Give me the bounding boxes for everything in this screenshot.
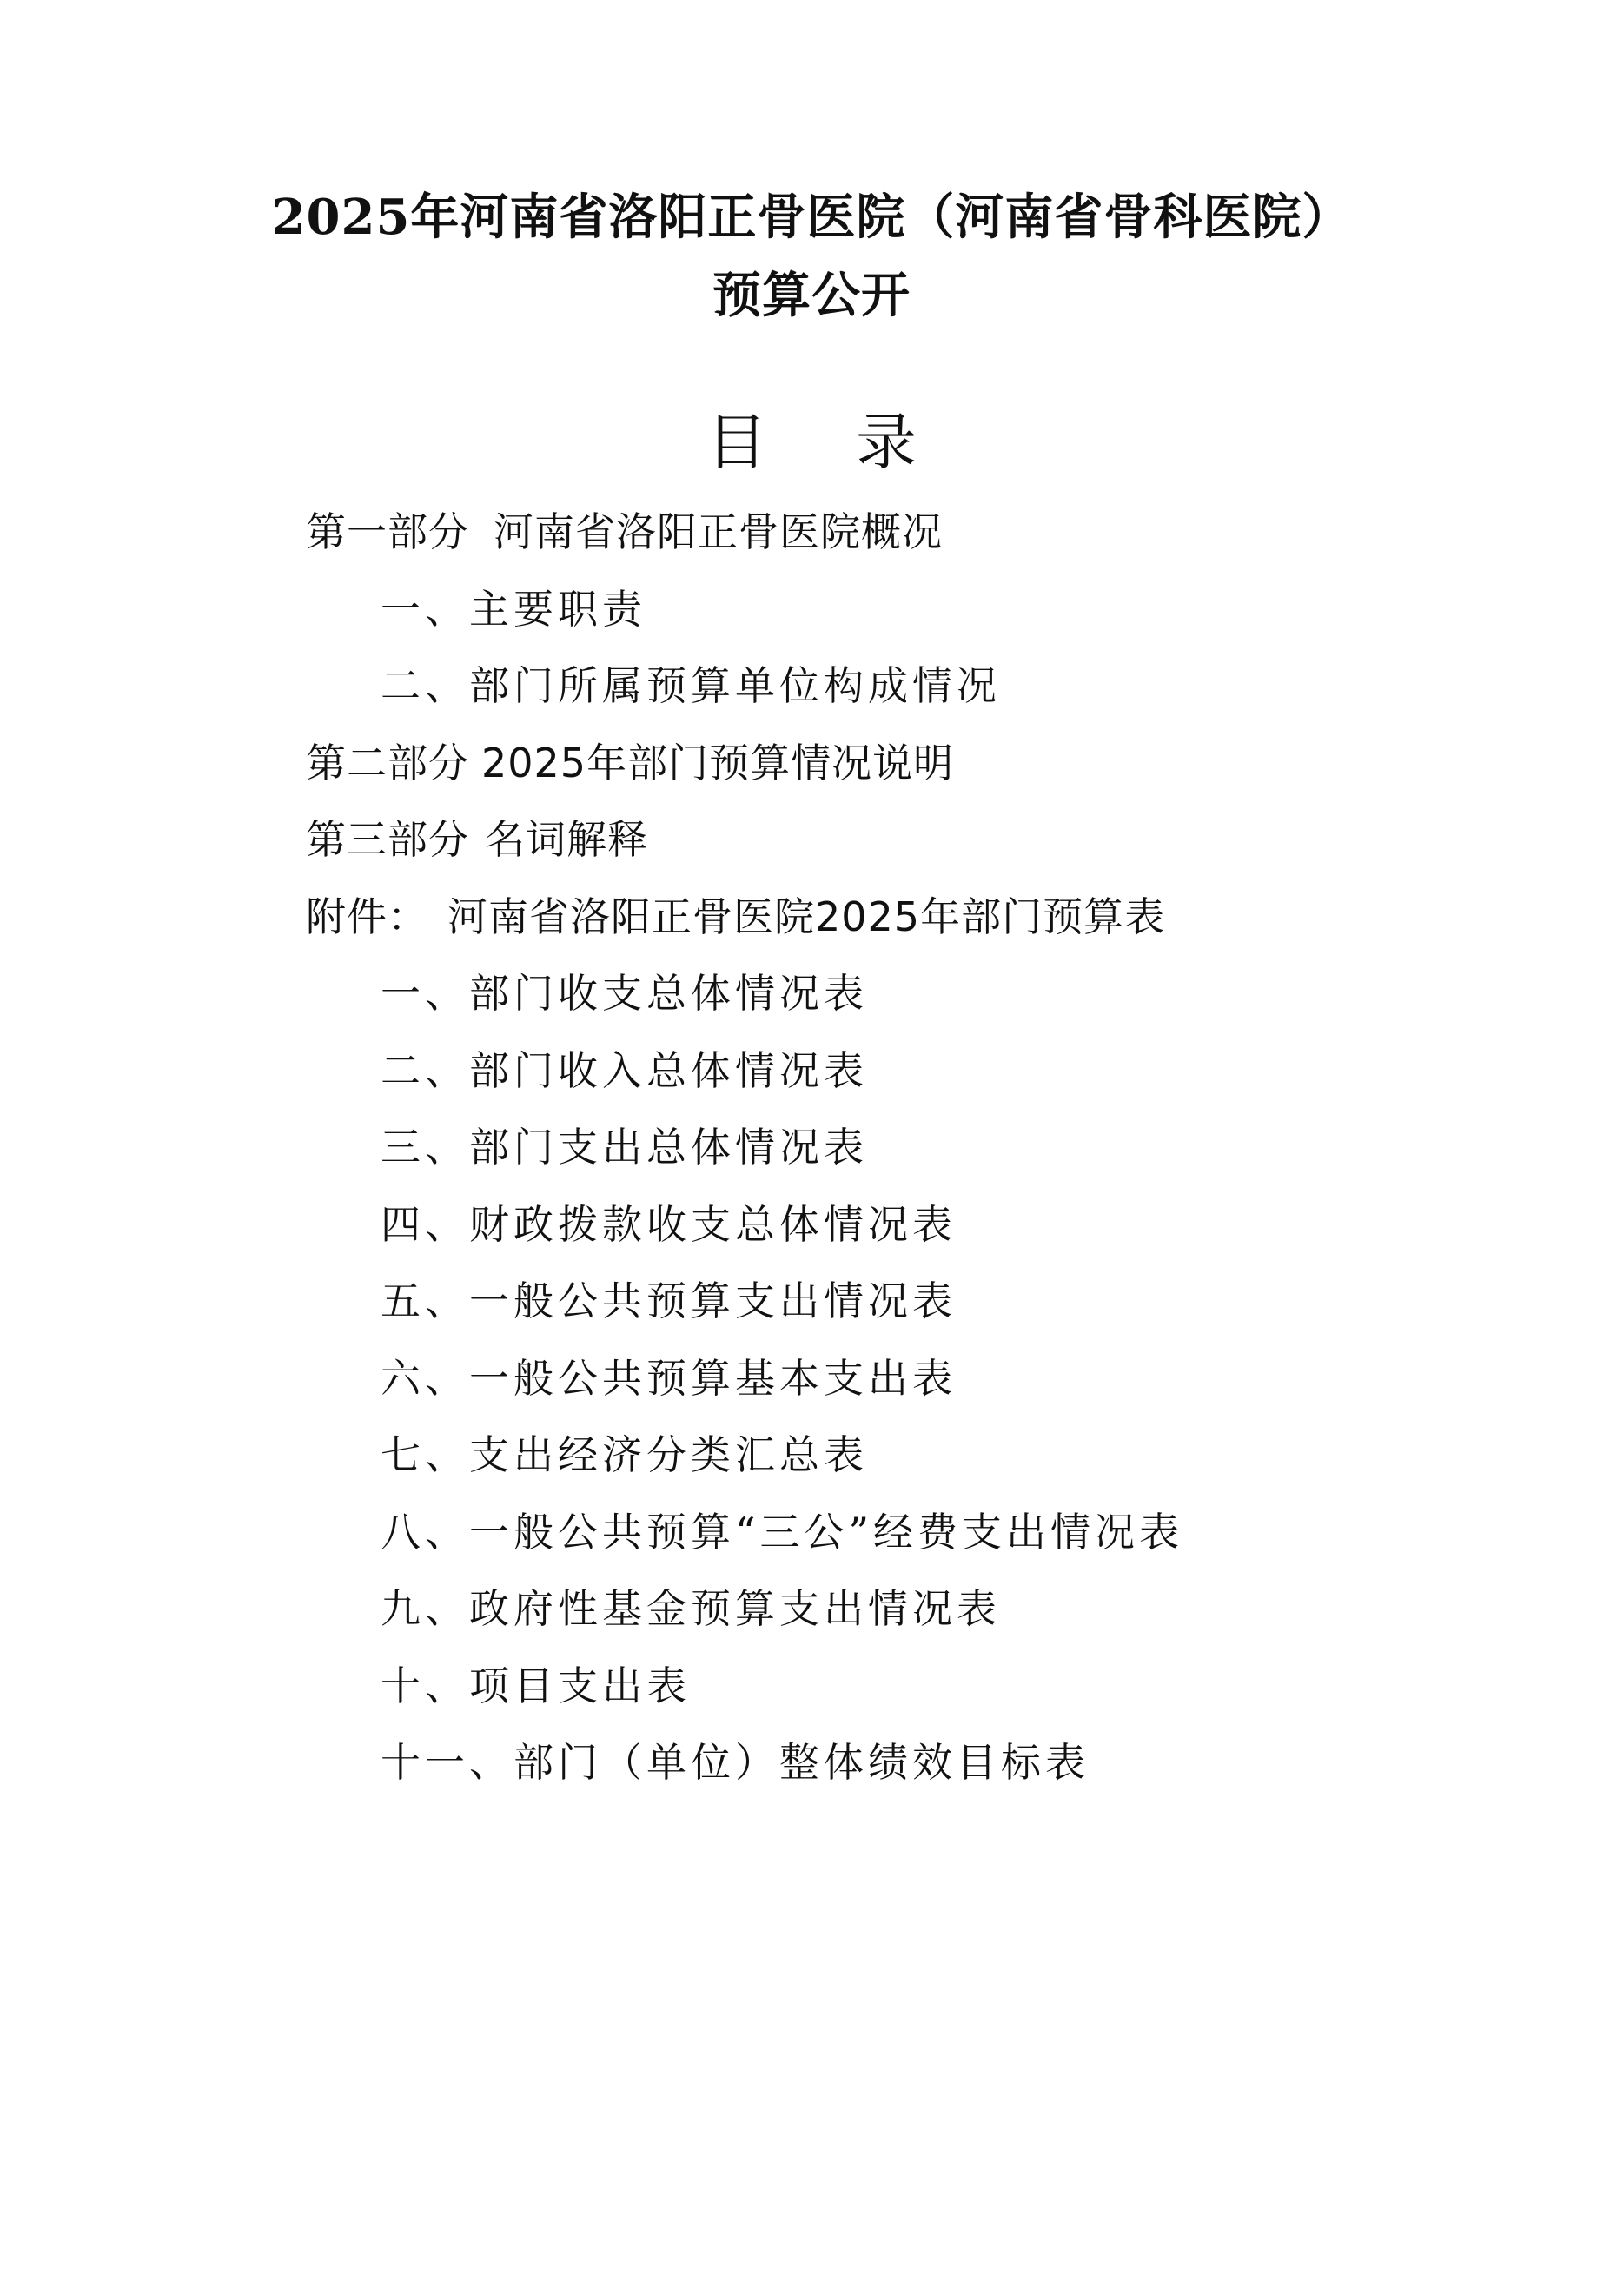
toc-item: 二、部门收入总体情况表: [381, 1046, 868, 1094]
toc-part-label: 附件：: [306, 893, 428, 940]
toc-part-title: 河南省洛阳正骨医院概况: [494, 508, 943, 555]
toc-item: 三、部门支出总体情况表: [381, 1124, 868, 1171]
toc-item: 四、财政拨款收支总体情况表: [381, 1200, 957, 1248]
document-title-line-1: 2025年河南省洛阳正骨医院（河南省骨科医院）: [271, 189, 1352, 246]
toc-attachment: [0, 879, 1623, 956]
toc-item: 六、一般公共预算基本支出表: [381, 1354, 957, 1402]
table-of-contents: [0, 494, 1623, 1802]
toc-part-3: [0, 801, 1623, 879]
toc-part-1: [0, 494, 1623, 571]
toc-part-title: 名词解释: [485, 816, 648, 863]
toc-item: 二、部门所属预算单位构成情况: [381, 662, 1001, 709]
toc-part-label: 第三部分: [306, 816, 469, 863]
toc-item: 八、一般公共预算“三公”经费支出情况表: [381, 1508, 1184, 1556]
toc-item: 五、一般公共预算支出情况表: [381, 1277, 957, 1324]
toc-item: 一、部门收支总体情况表: [381, 970, 868, 1017]
toc-item: 一、主要职责: [381, 585, 646, 633]
toc-item: 七、支出经济分类汇总表: [381, 1431, 868, 1478]
document-title-line-2: 预算公开: [712, 267, 911, 324]
toc-part-label: 第一部分: [306, 508, 469, 555]
toc-item: 九、政府性基金预算支出情况表: [381, 1585, 1001, 1632]
toc-item: 十一、部门（单位）整体绩效目标表: [381, 1739, 1090, 1786]
toc-item: 十、项目支出表: [381, 1662, 691, 1709]
toc-part-title: 河南省洛阳正骨医院2025年部门预算表: [447, 893, 1166, 940]
toc-part-label: 第二部分: [306, 739, 469, 786]
toc-part-2: [0, 725, 1623, 802]
toc-heading: 目 录: [706, 407, 952, 478]
toc-part-title: 2025年部门预算情况说明: [481, 739, 955, 786]
